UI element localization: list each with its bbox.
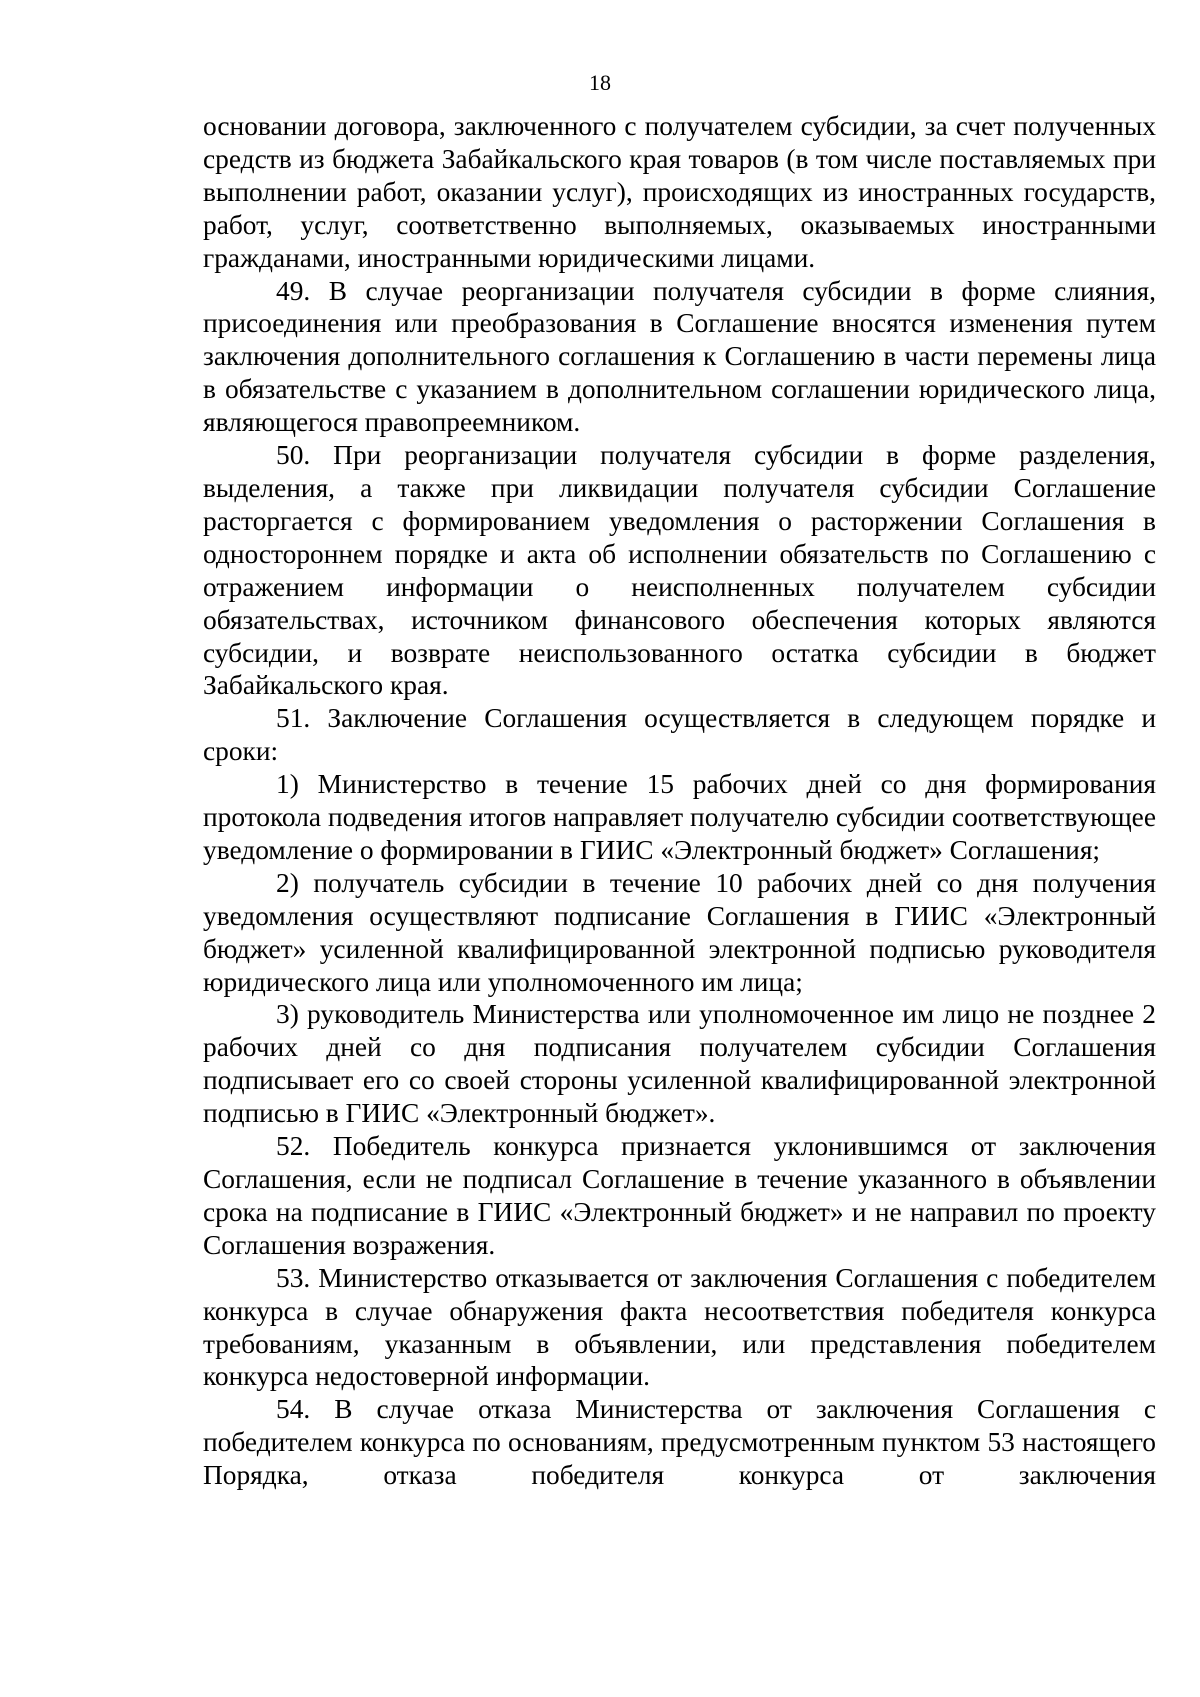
paragraph-51: 51. Заключение Соглашения осуществляется в следующем порядке и сроки: — [203, 703, 1156, 767]
paragraph-51-item-2: 2) получатель субсидии в течение 10 рабочих дней со дня получения уведомления осуществляют подписание Соглашения в ГИИС «Электронный бюджет» усиленной квалифицированной электронной подписью руководителя юридического лица или уполномоченного им лица; — [203, 867, 1156, 997]
document-text — [203, 110, 1156, 1492]
paragraph-50: 50. При реорганизации получателя субсидии в форме разделения, выделения, а также при ликвидации получателя субсидии Соглашение расторгается с формированием уведомления о расторжении Соглашения в одностороннем порядке и акта об исполнении обязательств по Соглашению с отражением информации о неисполненных получателем субсидии обязательствах, источником финансового обеспечения которых являются субсидии, и возврате неиспользованного остатка субсидии в бюджет Забайкальского края. — [203, 440, 1156, 701]
paragraph-51-item-3: 3) руководитель Министерства или уполномоченное им лицо не позднее 2 рабочих дней со дня подписания получателем субсидии Соглашения подписывает его со своей стороны усиленной квалифицированной электронной подписью в ГИИС «Электронный бюджет». — [203, 999, 1156, 1129]
paragraph-52: 52. Победитель конкурса признается уклонившимся от заключения Соглашения, если не подписал Соглашение в течение указанного в объявлении срока на подписание в ГИИС «Электронный бюджет» и не направил по проекту Соглашения возражения. — [203, 1131, 1156, 1260]
paragraph-49: 49. В случае реорганизации получателя субсидии в форме слияния, присоединения или преобразования в Соглашение вносятся изменения путем заключения дополнительного соглашения к Соглашению в части перемены лица в обязательстве с указанием в дополнительном соглашении юридического лица, являющегося правопреемником. — [203, 275, 1156, 438]
paragraph-53: 53. Министерство отказывается от заключения Соглашения с победителем конкурса в случае обнаружения факта несоответствия победителя конкурса требованиям, указанным в объявлении, или представления победителем конкурса недостоверной информации. — [203, 1262, 1156, 1392]
paragraph-continuation: основании договора, заключенного с получателем субсидии, за счет полученных средств из бюджета Забайкальского края товаров (в том числе поставляемых при выполнении работ, оказании услуг), происходящих из иностранных государств, работ, услуг, соответственно выполняемых, оказываемых иностранными гражданами, иностранными юридическими лицами. — [203, 111, 1156, 273]
paragraph-51-item-1: 1) Министерство в течение 15 рабочих дней со дня формирования протокола подведения итогов направляет получателю субсидии соответствующее уведомление о формировании в ГИИС «Электронный бюджет» Соглашения; — [203, 769, 1156, 865]
page-number: 18 — [589, 70, 611, 95]
paragraph-54: 54. В случае отказа Министерства от заключения Соглашения с победителем конкурса по основаниям, предусмотренным пунктом 53 настоящего Порядка, отказа победителя конкурса от заключения — [203, 1394, 1156, 1491]
